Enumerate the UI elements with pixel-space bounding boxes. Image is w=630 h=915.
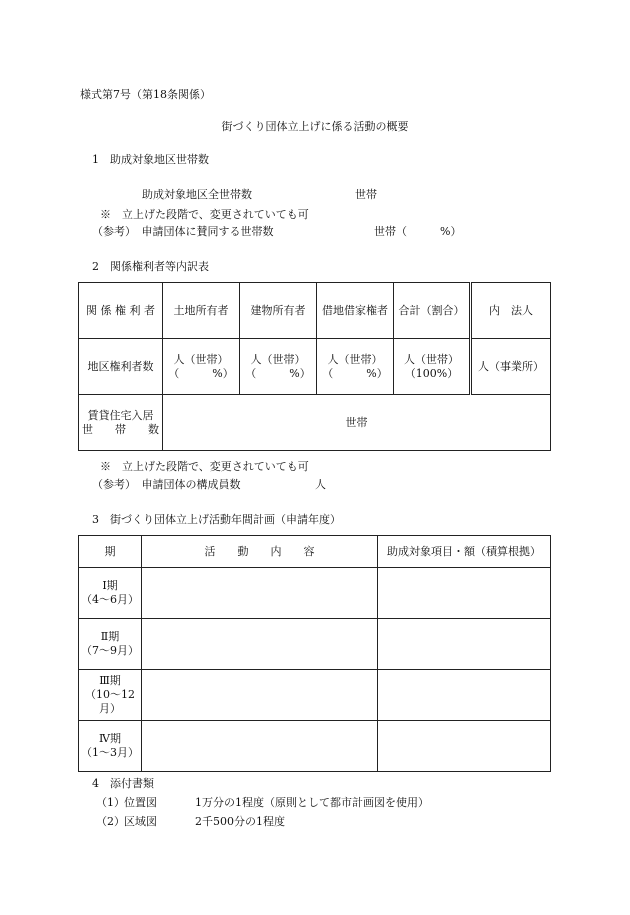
section2-heading: 2 関係権利者等内訳表 — [92, 260, 209, 273]
period-cell — [79, 721, 142, 772]
table-row — [79, 619, 551, 670]
table-header-row — [79, 536, 551, 568]
table-row — [79, 568, 551, 619]
attachment-name: 位置図 — [124, 796, 157, 809]
subsidy-cell[interactable] — [378, 568, 551, 619]
cell-percent: （ %） — [245, 366, 311, 380]
rental-households-label — [79, 395, 163, 451]
section3-heading: 3 街づくり団体立上げ活動年間計画（申請年度） — [92, 513, 341, 526]
cell-percent: （ %） — [322, 366, 388, 380]
supporting-households-unit: 世帯（ %） — [374, 225, 462, 238]
period-name: Ⅲ期 — [99, 674, 121, 688]
table-row — [79, 339, 551, 395]
activity-cell[interactable] — [142, 568, 378, 619]
attachment-item-location-map — [96, 796, 125, 810]
period-name: Ⅰ期 — [102, 579, 118, 593]
header-activity: 活 動 内 容 — [142, 536, 378, 568]
attachment-description: 1万分の1程度（原則として都市計画図を使用） — [195, 796, 429, 809]
section2-note: ※ 立上げた段階で、変更されていても可 — [100, 460, 309, 473]
total-households-unit: 世帯 — [355, 188, 377, 201]
section1-note: ※ 立上げた段階で、変更されていても可 — [100, 208, 309, 221]
rights-holders-table — [78, 282, 551, 451]
district-rights-holders-label: 地区権利者数 — [79, 339, 163, 395]
section1-heading: 1 助成対象地区世帯数 — [92, 153, 209, 166]
period-cell — [79, 619, 142, 670]
period-cell — [79, 568, 142, 619]
section2-reference: （参考） 申請団体の構成員数 — [92, 478, 241, 491]
table-row — [79, 670, 551, 721]
section1-reference: （参考） 申請団体に賛同する世帯数 — [92, 225, 274, 238]
table-row — [79, 721, 551, 772]
attachment-item-area-map — [96, 815, 125, 829]
header-building-owner: 建物所有者 — [240, 283, 317, 339]
attachment-name: 区域図 — [124, 815, 157, 828]
lessee-count — [317, 339, 394, 395]
period-name: Ⅳ期 — [99, 732, 121, 746]
attachment-number: （2） — [96, 815, 125, 828]
activity-cell[interactable] — [142, 619, 378, 670]
period-range: （1～3月） — [81, 746, 139, 759]
document-title: 街づくり団体立上げに係る活動の概要 — [221, 120, 409, 133]
member-count-unit: 人 — [315, 478, 326, 491]
table-row — [79, 395, 551, 451]
subsidy-cell[interactable] — [378, 619, 551, 670]
header-land-owner: 土地所有者 — [163, 283, 240, 339]
subsidy-cell[interactable] — [378, 670, 551, 721]
cell-persons: 人（世帯） — [250, 352, 306, 366]
header-subsidy: 助成対象項目・額（積算根拠） — [378, 536, 551, 568]
table-header-row — [79, 283, 551, 339]
attachment-description: 2千500分の1程度 — [195, 815, 285, 828]
period-range: （7～9月） — [81, 644, 139, 657]
rental-label-line2: 世 帯 数 — [82, 422, 159, 436]
header-lessee: 借地借家権者 — [317, 283, 394, 339]
activity-cell[interactable] — [142, 670, 378, 721]
period-range: （10～12月） — [85, 688, 135, 715]
period-cell — [79, 670, 142, 721]
rental-households-value: 世帯 — [163, 395, 551, 451]
header-rights-holders: 関 係 権 利 者 — [79, 283, 163, 339]
rental-label-line1: 賃貸住宅入居 — [87, 408, 154, 422]
attachment-number: （1） — [96, 796, 125, 809]
cell-persons: 人（世帯） — [173, 352, 229, 366]
total-households-label: 助成対象地区全世帯数 — [142, 188, 252, 201]
land-owner-count — [163, 339, 240, 395]
period-range: （4～6月） — [81, 593, 139, 606]
total-count — [394, 339, 471, 395]
header-corporation: 内 法人 — [471, 283, 551, 339]
subsidy-cell[interactable] — [378, 721, 551, 772]
period-name: Ⅱ期 — [100, 630, 120, 644]
header-total: 合計（割合） — [394, 283, 471, 339]
corporation-count: 人（事業所） — [471, 339, 551, 395]
cell-persons: 人（世帯） — [404, 352, 459, 366]
activity-cell[interactable] — [142, 721, 378, 772]
cell-percent: （100%） — [404, 366, 459, 380]
building-owner-count — [240, 339, 317, 395]
activity-plan-table — [78, 535, 551, 772]
cell-persons: 人（世帯） — [327, 352, 383, 366]
cell-percent: （ %） — [168, 366, 234, 380]
header-period: 期 — [79, 536, 142, 568]
form-number: 様式第7号（第18条関係） — [80, 88, 211, 101]
section4-heading: 4 添付書類 — [92, 777, 154, 790]
